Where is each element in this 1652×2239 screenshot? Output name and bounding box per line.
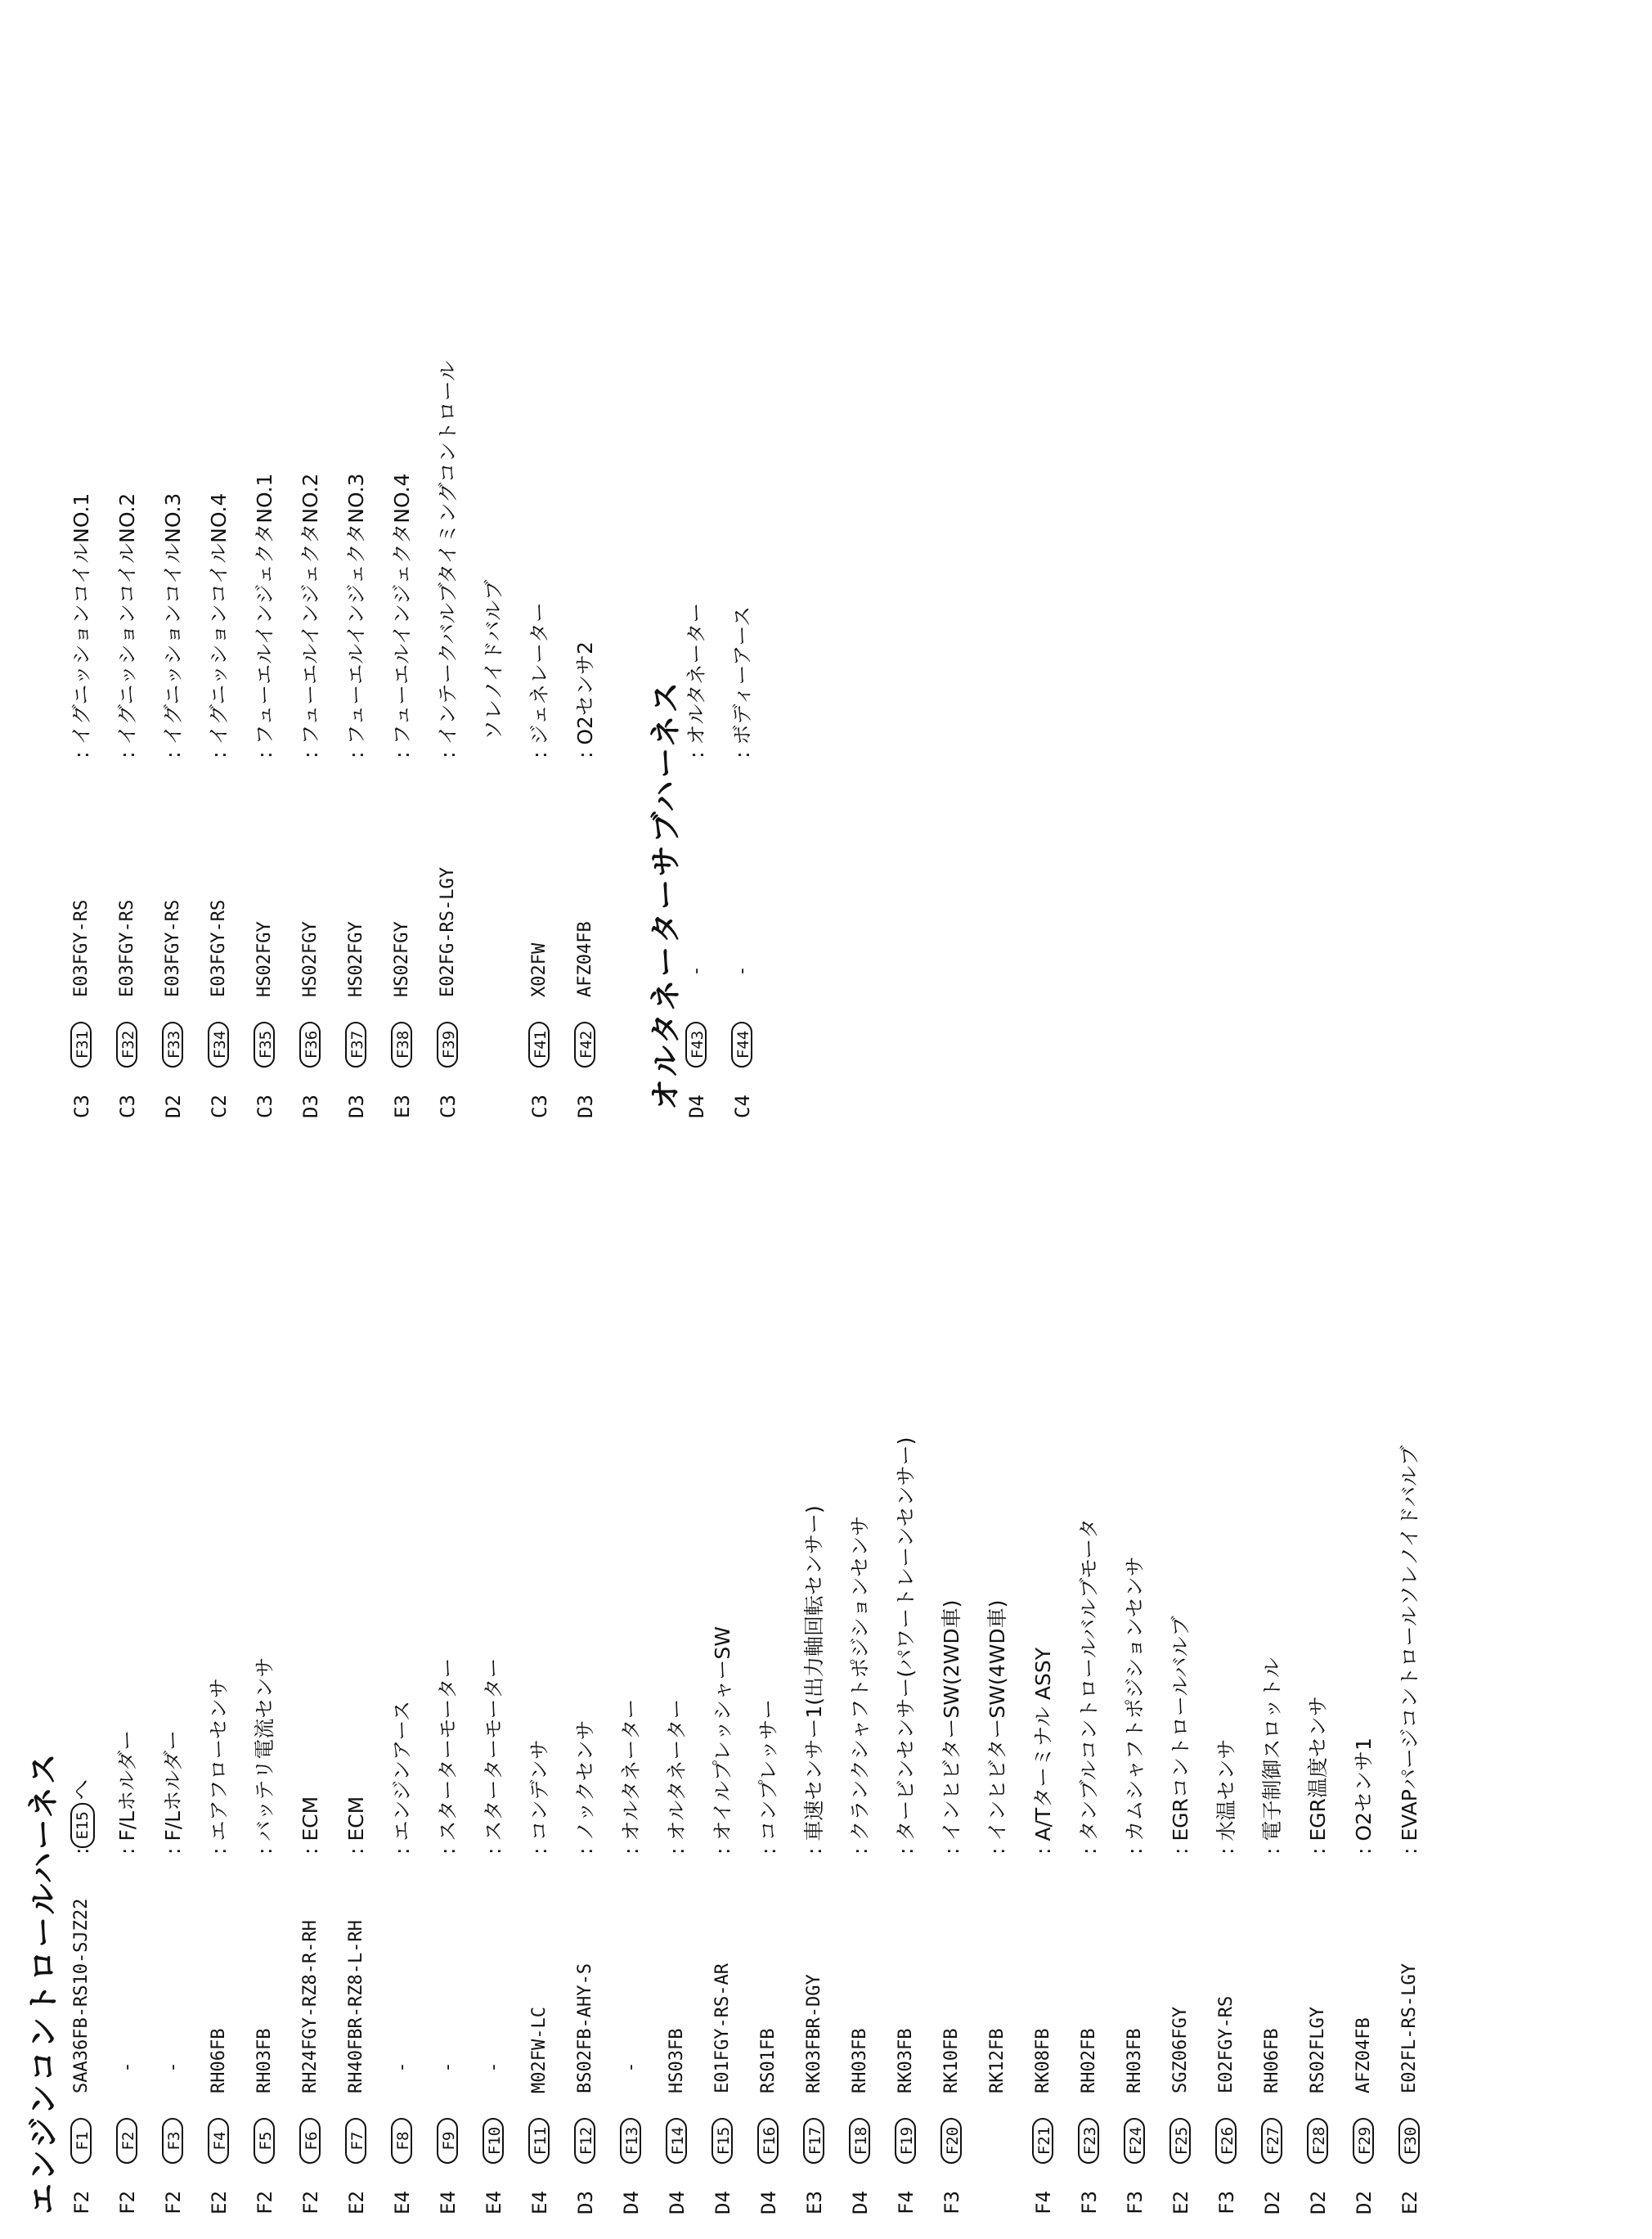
connector-part-number: HS02FGY [254, 921, 275, 997]
connector-id-badge: F42 [574, 1022, 595, 1068]
connector-id-badge: F36 [299, 1022, 321, 1068]
connector-description: : O2センサ2 [573, 641, 597, 758]
connector-description: : ボディーアース [730, 605, 754, 758]
grid-location: D3 [574, 1095, 597, 1118]
connector-id-badge: F28 [1307, 2118, 1328, 2164]
connector-description: : イグニッションコイルNO.3 [161, 492, 185, 758]
connector-description: : 電子制御スロットル [1260, 1657, 1284, 1855]
connector-description: : カムシャフトポジションセンサ [1123, 1556, 1147, 1855]
grid-location: D4 [685, 1095, 708, 1118]
connector-part-number: RK03FB [896, 2028, 916, 2093]
connector-id-badge: F37 [345, 1022, 366, 1068]
grid-location: F3 [1215, 2191, 1238, 2214]
connector-id-badge: F2 [116, 2118, 137, 2164]
connector-part-number: BS02FB-AHY-S [575, 1963, 595, 2093]
connector-description: : F/Lホルダー [115, 1729, 139, 1855]
grid-location: E2 [208, 2191, 231, 2214]
connector-id-badge: F6 [299, 2118, 321, 2164]
connector-part-number: - [483, 2061, 504, 2073]
connector-id-badge: F39 [437, 1022, 458, 1068]
grid-location: E4 [528, 2191, 551, 2214]
connector-id-badge: F34 [208, 1022, 229, 1068]
connector-description: : 車速センサー1(出力軸回転センサー) [802, 1505, 826, 1855]
connector-part-number: - [117, 2061, 137, 2073]
connector-description: : 水温センサ [1214, 1738, 1238, 1855]
grid-location: F3 [1078, 2191, 1101, 2214]
desc-colon: : [70, 1847, 93, 1855]
connector-id-badge: F10 [483, 2118, 504, 2164]
connector-id-badge: F31 [70, 1022, 92, 1068]
connector-part-number: SGZ06FGY [1170, 2007, 1191, 2093]
connector-part-number: - [438, 2061, 458, 2073]
grid-location: D2 [1307, 2191, 1330, 2214]
connector-description: : イグニッションコイルNO.1 [70, 492, 93, 758]
connector-id-badge: F35 [254, 1022, 275, 1068]
grid-location: F4 [1032, 2191, 1055, 2214]
grid-location: E4 [391, 2191, 414, 2214]
grid-location: D2 [1353, 2191, 1376, 2214]
grid-location: C3 [437, 1095, 460, 1118]
connector-id-badge: F43 [685, 1022, 707, 1068]
connector-id-badge: F4 [208, 2118, 229, 2164]
connector-id-badge: F7 [345, 2118, 366, 2164]
grid-location: C3 [116, 1095, 139, 1118]
grid-location: F4 [895, 2191, 918, 2214]
connector-part-number: AFZ04FB [1353, 2017, 1374, 2093]
connector-part-number: RH03FB [1125, 2028, 1145, 2093]
connector-id-badge: F15 [712, 2118, 733, 2164]
connector-id-badge: F26 [1215, 2118, 1237, 2164]
connector-description: : エアフローセンサ [207, 1678, 231, 1855]
connector-part-number: RH03FB [254, 2028, 275, 2093]
grid-location: C3 [70, 1095, 93, 1118]
grid-location: F2 [116, 2191, 139, 2214]
connector-id-badge: F14 [666, 2118, 687, 2164]
connector-description: : フューエルインジェクタNO.3 [344, 473, 368, 758]
grid-location: D2 [162, 1095, 185, 1118]
connector-description: : オルタネーター [619, 1698, 643, 1855]
grid-location: C4 [731, 1095, 754, 1118]
connector-description [65, 1779, 98, 1855]
connector-description: : スターターモーター [436, 1657, 460, 1855]
connector-part-number: RH06FB [1262, 2028, 1282, 2093]
connector-description: : インテークバルブタイミングコントロール [436, 360, 460, 758]
grid-location: D3 [345, 1095, 368, 1118]
grid-location: F3 [1124, 2191, 1147, 2214]
connector-description: : オルタネーター [665, 1698, 689, 1855]
connector-id-badge: F5 [254, 2118, 275, 2164]
connector-description: : フューエルインジェクタNO.1 [253, 473, 276, 758]
connector-part-number: - [686, 965, 707, 977]
connector-part-number: RS02FLGY [1308, 2007, 1328, 2093]
connector-description: : タービンセンサー(パワートレーンセンサー) [894, 1436, 918, 1855]
connector-description: : コンプレッサー [756, 1698, 780, 1855]
connector-description: : EVAPパージコントロールソレノイドバルブ [1398, 1445, 1421, 1855]
connector-id-badge: F21 [1032, 2118, 1053, 2164]
connector-part-number: RH40FBR-RZ8-L-RH [346, 1920, 366, 2093]
connector-part-number: X02FW [529, 942, 550, 997]
connector-id-badge: F30 [1398, 2118, 1420, 2164]
grid-location: D4 [757, 2191, 780, 2214]
connector-description: : タンブルコントロールバルブモータ [1077, 1517, 1101, 1855]
connector-part-number: E03FGY-RS [163, 899, 183, 997]
connector-description: : EGRコントロールバルブ [1169, 1616, 1192, 1855]
connector-description: : ECM [299, 1796, 322, 1855]
connector-id-badge: F12 [574, 2118, 595, 2164]
connector-description: : EGR温度センサ [1306, 1696, 1330, 1855]
connector-part-number: RK12FB [987, 2028, 1008, 2093]
connector-description: : コンデンサ [527, 1739, 551, 1855]
grid-location: E2 [345, 2191, 368, 2214]
connector-id-badge: F8 [391, 2118, 412, 2164]
connector-part-number: E02FGY-RS [1216, 1995, 1237, 2093]
connector-part-number: RK10FB [941, 2028, 962, 2093]
grid-location: D3 [574, 2191, 597, 2214]
connector-description: : F/Lホルダー [161, 1729, 185, 1855]
connector-part-number: AFZ04FB [575, 921, 595, 997]
connector-description: : スターターモーター [482, 1657, 505, 1855]
grid-location: F2 [299, 2191, 322, 2214]
connector-id-badge: F44 [731, 1022, 752, 1068]
connector-part-number: HS02FGY [300, 921, 321, 997]
grid-location: D4 [712, 2191, 734, 2214]
connector-id-badge: F33 [162, 1022, 183, 1068]
connector-description: : イグニッションコイルNO.2 [115, 492, 139, 758]
connector-part-number: SAA36FB-RS10-SJZ22 [71, 1898, 92, 2093]
section-title-alternator-sub-harness: オルタネーターサブハーネス [648, 679, 684, 1110]
connector-description: : フューエルインジェクタNO.4 [390, 473, 414, 758]
connector-description: : ノックセンサ [573, 1720, 597, 1855]
grid-location: E2 [1398, 2191, 1421, 2214]
connector-part-number: RH06FB [209, 2028, 229, 2093]
grid-location: E4 [483, 2191, 505, 2214]
connector-id-badge: F11 [528, 2118, 550, 2164]
connector-description: ソレノイドバルブ [482, 579, 505, 740]
connector-id-badge: F38 [391, 1022, 412, 1068]
grid-location: D3 [299, 1095, 322, 1118]
connector-part-number: HS02FGY [392, 921, 412, 997]
connector-description: : オルタネーター [685, 602, 708, 758]
connector-id-badge: F1 [70, 2118, 92, 2164]
connector-id-badge: F16 [757, 2118, 779, 2164]
connector-part-number: RH02FB [1079, 2028, 1099, 2093]
connector-id-badge: F27 [1261, 2118, 1282, 2164]
connector-description: : インヒビターSW(2WD車) [940, 1599, 963, 1855]
connector-id-badge: F17 [803, 2118, 824, 2164]
connector-description: : エンジンアース [390, 1700, 414, 1855]
connector-id-badge: F25 [1169, 2118, 1191, 2164]
connector-part-number: E01FGY-RS-AR [712, 1963, 733, 2093]
grid-location: D2 [1261, 2191, 1284, 2214]
connector-description: : オイルプレッシャーSW [711, 1626, 734, 1855]
connector-part-number: E03FGY-RS [117, 899, 137, 997]
connector-part-number: RH03FB [850, 2028, 870, 2093]
grid-location: F2 [162, 2191, 185, 2214]
connector-part-number: M02FW-LC [529, 2007, 550, 2093]
grid-location: D4 [849, 2191, 872, 2214]
connector-id-badge: F23 [1078, 2118, 1099, 2164]
connector-description: : クランクシャフトポジションセンサ [848, 1515, 872, 1855]
connector-id-badge: F41 [528, 1022, 550, 1068]
grid-location: C3 [528, 1095, 551, 1118]
connector-description: : A/Tターミナル ASSY [1031, 1648, 1055, 1855]
desc-text: へ [70, 1779, 93, 1801]
grid-location: E4 [437, 2191, 460, 2214]
ref-connector-badge: E15 [70, 1803, 95, 1847]
connector-part-number: RK08FB [1033, 2028, 1053, 2093]
connector-part-number: - [621, 2061, 641, 2073]
connector-description: : フューエルインジェクタNO.2 [299, 473, 322, 758]
connector-id-badge: F9 [437, 2118, 458, 2164]
connector-part-number: HS02FGY [346, 921, 366, 997]
grid-location: E3 [803, 2191, 826, 2214]
grid-location: E3 [391, 1095, 414, 1118]
connector-part-number: HS03FB [667, 2028, 687, 2093]
connector-id-badge: F20 [940, 2118, 962, 2164]
connector-description: : イグニッションコイルNO.4 [207, 492, 231, 758]
connector-description: : ECM [344, 1796, 368, 1855]
connector-id-badge: F24 [1124, 2118, 1145, 2164]
grid-location: E2 [1169, 2191, 1192, 2214]
connector-description: : インヒビターSW(4WD車) [985, 1599, 1009, 1855]
connector-id-badge: F3 [162, 2118, 183, 2164]
grid-location: D4 [666, 2191, 689, 2214]
connector-part-number: RK03FBR-DGY [804, 1974, 824, 2093]
connector-part-number: E02FL-RS-LGY [1399, 1963, 1420, 2093]
connector-id-badge: F13 [620, 2118, 641, 2164]
connector-id-badge: F18 [849, 2118, 870, 2164]
connector-part-number: E02FG-RS-LGY [438, 867, 458, 997]
connector-part-number: RS01FB [758, 2028, 779, 2093]
grid-location: C2 [208, 1095, 231, 1118]
grid-location: F2 [70, 2191, 93, 2214]
section-title-engine-control-harness: エンジンコントロールハーネス [25, 1751, 61, 2214]
connector-id-badge: F29 [1353, 2118, 1374, 2164]
connector-part-number: - [163, 2061, 183, 2073]
grid-location: F3 [940, 2191, 963, 2214]
connector-part-number: E03FGY-RS [71, 899, 92, 997]
connector-part-number: RH24FGY-RZ8-R-RH [300, 1920, 321, 2093]
connector-part-number: - [392, 2061, 412, 2073]
connector-description: : ジェネレーター [527, 602, 551, 758]
connector-part-number: E03FGY-RS [209, 899, 229, 997]
grid-location: F2 [254, 2191, 276, 2214]
connector-id-badge: F32 [116, 1022, 137, 1068]
grid-location: D4 [620, 2191, 643, 2214]
connector-id-badge: F19 [895, 2118, 916, 2164]
connector-description: : バッテリ電流センサ [253, 1657, 276, 1855]
connector-description: : O2センサ1 [1352, 1738, 1376, 1855]
connector-part-number: - [732, 965, 752, 977]
grid-location: C3 [254, 1095, 276, 1118]
